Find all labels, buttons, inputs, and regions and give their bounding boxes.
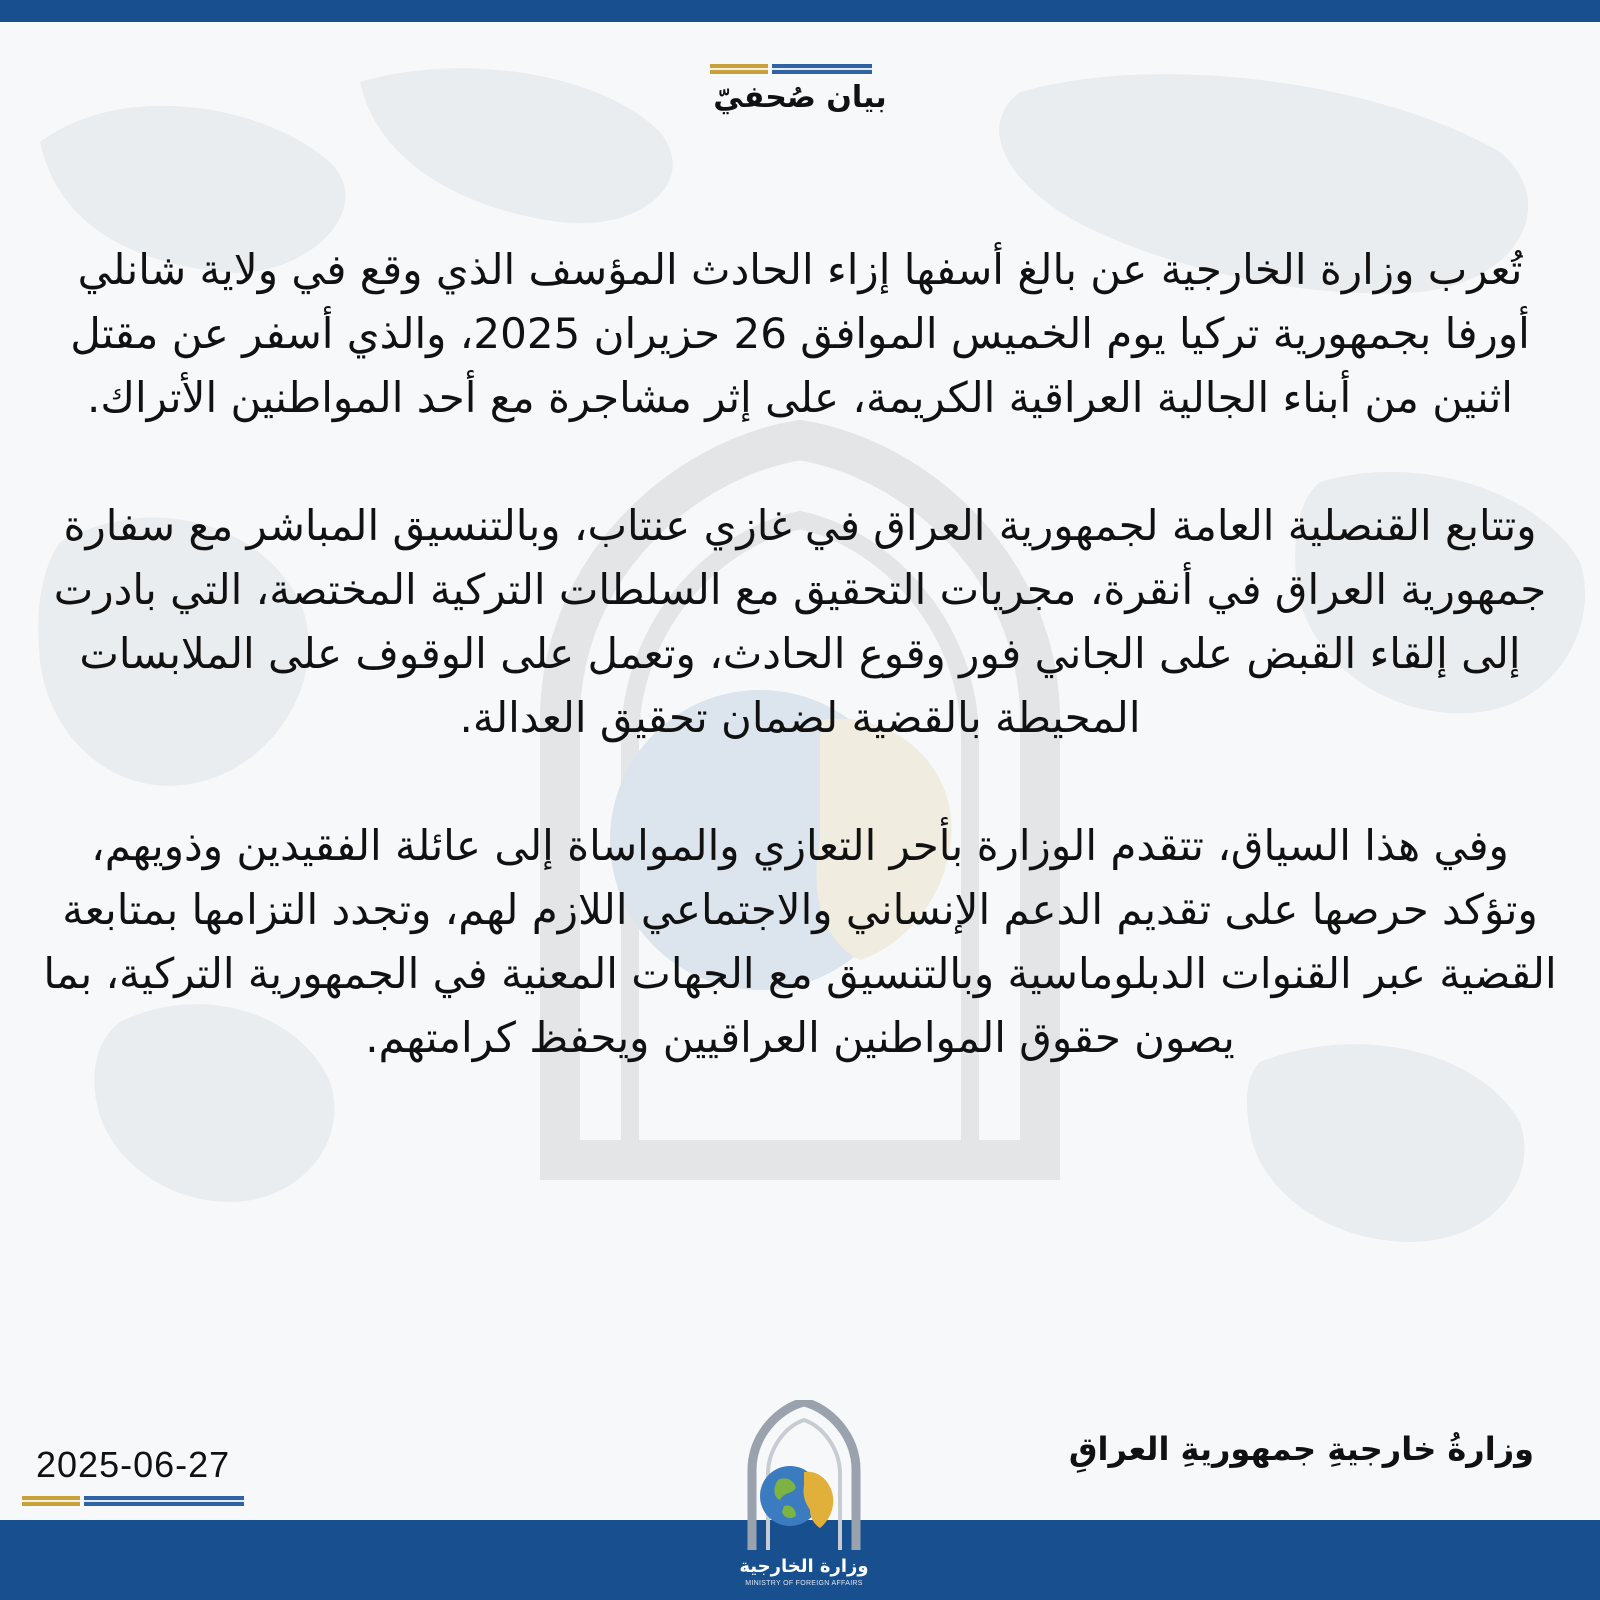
- ministry-signature: وزارةُ خارجيةِ جمهوريةِ العراقِ: [1068, 1430, 1534, 1468]
- logo-name-arabic: وزارة الخارجية: [739, 1556, 869, 1577]
- statement-paragraph-1: تُعرب وزارة الخارجية عن بالغ أسفها إزاء الحادث المؤسف الذي وقع في ولاية شانلي أورفا بجمهورية تركيا يوم الخميس الموافق 26 حزيران 2025، والذي أسفر عن مقتل اثنين من أبناء الجالية العراقية الكريمة، على إثر مشاجرة مع أحد المواطنين الأتراك.: [70, 245, 1530, 422]
- statement-date: 2025-06-27: [36, 1444, 231, 1485]
- underline-blue-segment: [772, 64, 872, 74]
- page-header: [0, 80, 1600, 115]
- page-title: بيان صُحفيّ: [713, 80, 887, 115]
- date-underline-gold-segment: [22, 1496, 80, 1506]
- logo-name-english: MINISTRY OF FOREIGN AFFAIRS: [745, 1580, 863, 1587]
- underline-gold-segment: [710, 64, 768, 74]
- statement-body: [40, 238, 1560, 1070]
- title-underline: [710, 64, 872, 74]
- date-underline-blue-segment: [84, 1496, 244, 1506]
- statement-paragraph-2: وتتابع القنصلية العامة لجمهورية العراق في غازي عنتاب، وبالتنسيق المباشر مع سفارة جمهورية العراق في أنقرة، مجريات التحقيق مع السلطات التركية المختصة، التي بادرت إلى إلقاء القبض على الجاني فور وقوع الحادث، وتعمل على الوقوف على الملابسات المحيطة بالقضية لضمان تحقيق العدالة.: [53, 501, 1547, 742]
- statement-paragraph-3: وفي هذا السياق، تتقدم الوزارة بأحر التعازي والمواساة إلى عائلة الفقيدين وذويهم، وتؤكد حرصها على تقديم الدعم الإنساني والاجتماعي اللازم لهم، وتجدد التزامها بمتابعة القضية عبر القنوات الدبلوماسية وبالتنسيق مع الجهات المعنية في الجمهورية التركية، بما يصون حقوق المواطنين العراقيين ويحفظ كرامتهم.: [43, 821, 1557, 1062]
- top-border-bar: [0, 0, 1600, 22]
- date-underline: [22, 1496, 244, 1506]
